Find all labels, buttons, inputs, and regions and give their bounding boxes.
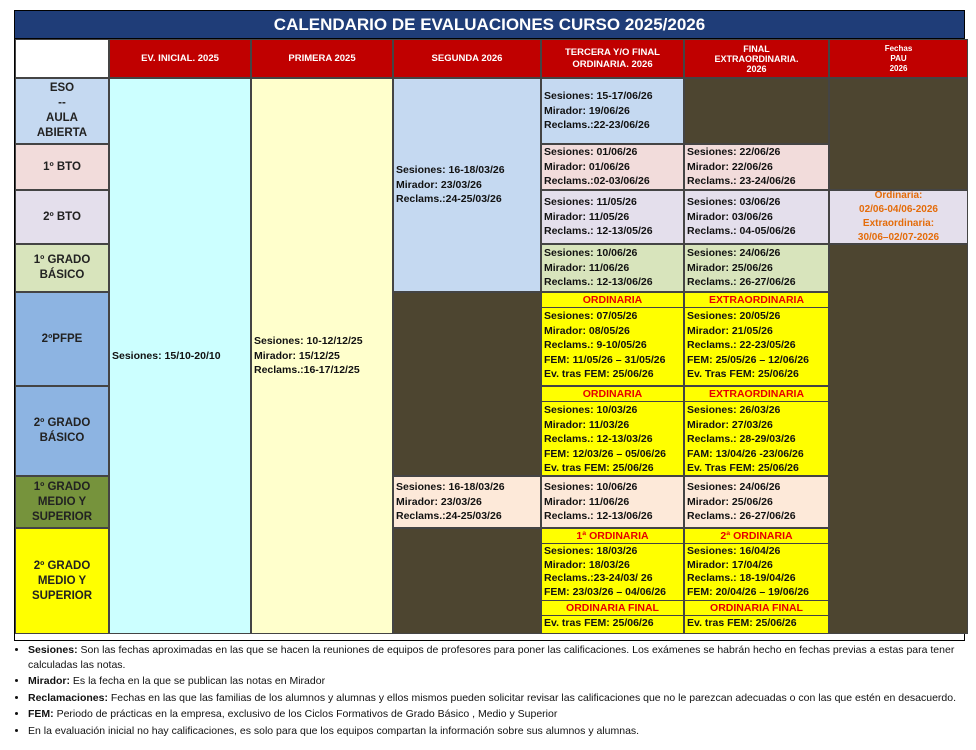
f-2gms-mirador: Mirador: 17/04/26 (687, 558, 773, 571)
header-pau-line1: Fechas (884, 43, 913, 53)
header-primera: PRIMERA 2025 (251, 39, 393, 78)
cell-final-2gb (684, 386, 829, 476)
t-1bto-sesiones: Sesiones: 01/06/26 (544, 146, 638, 159)
note-term: FEM: (28, 708, 54, 720)
row-2gms-line2: MEDIO Y (37, 574, 87, 587)
cell-segunda-b (393, 476, 541, 528)
note-term: Mirador: (28, 675, 70, 687)
t-pfpe-reclams: Reclams.: 9-10/05/26 (544, 339, 647, 351)
t-2bto-reclams: Reclams.: 12-13/05/26 (544, 225, 653, 238)
header-ev-inicial: EV. INICIAL. 2025 (109, 39, 251, 78)
row-2gms-line1: 2º GRADO (33, 559, 91, 572)
row-header-eso (15, 78, 109, 144)
cell-tercera-1gb (541, 244, 684, 292)
primera-mirador: Mirador: 15/12/25 (254, 349, 340, 362)
f-2gb-ev-tras-fem: Ev. Tras FEM: 25/06/26 (687, 462, 799, 474)
t-2gms-reclams: Reclams.:23-24/03/ 26 (544, 572, 653, 584)
header-final-line1: FINAL (743, 43, 770, 54)
f-pfpe-extraordinaria-label: EXTRAORDINARIA (685, 293, 828, 308)
cell-final-1bto (684, 144, 829, 190)
cell-tercera-2gb (541, 386, 684, 476)
header-final (684, 39, 829, 78)
note-text: Periodo de prácticas en la empresa, exclusivo de los Ciclos Formativos de Grado Básico , Medio y Superior (53, 708, 558, 720)
t-1bto-mirador: Mirador: 01/06/26 (544, 160, 630, 173)
header-final-line2: EXTRAORDINARIA. (714, 53, 799, 64)
t-2gb-ev-tras-fem: Ev. tras FEM: 25/06/26 (544, 462, 654, 474)
cell-final-2bto (684, 190, 829, 244)
t-1gb-sesiones: Sesiones: 10/06/26 (544, 247, 638, 260)
t-2gms-fem: FEM: 23/03/26 – 04/06/26 (544, 585, 666, 598)
cell-tercera-1gms (541, 476, 684, 528)
segunda-a-reclams: Reclams.:24-25/03/26 (396, 193, 502, 206)
f-2gb-reclams: Reclams.: 28-29/03/26 (687, 433, 796, 445)
t-1gms-sesiones: Sesiones: 10/06/26 (544, 481, 638, 494)
t-2gms-sesiones: Sesiones: 18/03/26 (544, 545, 638, 557)
header-final-line3: 2026 (746, 63, 767, 74)
cell-segunda-a (393, 78, 541, 292)
cell-inicial (109, 78, 251, 634)
header-tercera-line1: TERCERA Y/O FINAL (564, 46, 660, 58)
cell-tercera-pfpe (541, 292, 684, 386)
evaluation-table (14, 38, 965, 641)
row-2gb-line1: 2º GRADO (33, 417, 91, 429)
f-1bto-sesiones: Sesiones: 22/06/26 (687, 146, 781, 159)
t-2gb-fem: FEM: 12/03/26 – 05/06/26 (544, 447, 666, 460)
f-1gb-sesiones: Sesiones: 24/06/26 (687, 247, 781, 260)
f-pfpe-mirador: Mirador: 21/05/26 (687, 324, 773, 337)
cell-pau-2bto (829, 190, 968, 244)
cell-primera (251, 78, 393, 634)
t-2gb-reclams: Reclams.: 12-13/03/26 (544, 433, 653, 445)
t-2gms-mirador: Mirador: 18/03/26 (544, 558, 630, 571)
page-title: CALENDARIO DE EVALUACIONES CURSO 2025/2026 (14, 10, 965, 39)
inicial-sesiones: Sesiones: 15/10-20/10 (112, 349, 221, 362)
header-pau-line3: 2026 (889, 63, 908, 73)
primera-sesiones: Sesiones: 10-12/12/25 (254, 335, 363, 348)
row-header-2gms (15, 528, 109, 634)
t-2gms-ordinaria-final-label: ORDINARIA FINAL (542, 600, 683, 616)
t-eso-mirador: Mirador: 19/06/26 (544, 104, 630, 117)
t-1bto-reclams: Reclams.:02-03/06/26 (544, 175, 650, 188)
note-text: Son las fechas aproximadas en las que se hacen la reuniones de equipos de profesores para poner las calificaciones. Los exámenes se habrán hecho en fechas previas a estas para tener calculadas las notas. (28, 644, 955, 671)
t-2gb-ordinaria-label: ORDINARIA (542, 387, 683, 402)
note-item (28, 643, 964, 672)
note-item (28, 724, 964, 739)
f-pfpe-reclams: Reclams.: 22-23/05/26 (687, 339, 796, 351)
f-2gms-reclams: Reclams.: 18-19/04/26 (687, 572, 796, 584)
t-pfpe-mirador: Mirador: 08/05/26 (544, 324, 630, 337)
t-2gms-1-ordinaria-label: 1ª ORDINARIA (542, 529, 683, 544)
f-pfpe-ev-tras-fem: Ev. Tras FEM: 25/06/26 (687, 368, 799, 380)
primera-reclams: Reclams.:16-17/12/25 (254, 364, 360, 377)
pau-extraordinaria-label: Extraordinaria: (862, 218, 935, 229)
f-2gms-2-ordinaria-label: 2ª ORDINARIA (685, 529, 828, 544)
f-2gms-sesiones: Sesiones: 16/04/26 (687, 545, 781, 557)
f-pfpe-fem: FEM: 25/05/26 – 12/06/26 (687, 353, 809, 366)
t-2bto-sesiones: Sesiones: 11/05/26 (544, 196, 637, 209)
f-1gms-mirador: Mirador: 25/06/26 (687, 495, 773, 508)
segunda-b-sesiones: Sesiones: 16-18/03/26 (396, 481, 505, 494)
note-item (28, 707, 964, 722)
f-1gb-reclams: Reclams.: 26-27/06/26 (687, 276, 796, 289)
t-eso-sesiones: Sesiones: 15-17/06/26 (544, 90, 653, 103)
f-2gms-fem: FEM: 20/04/26 – 19/06/26 (687, 585, 809, 598)
notes (14, 643, 964, 740)
t-pfpe-sesiones: Sesiones: 07/05/26 (544, 310, 638, 322)
t-eso-reclams: Reclams.:22-23/06/26 (544, 119, 650, 132)
note-term: Sesiones: (28, 644, 78, 656)
f-2gb-sesiones: Sesiones: 26/03/26 (687, 404, 781, 416)
segunda-a-mirador: Mirador: 23/03/26 (396, 178, 482, 191)
t-pfpe-fem: FEM: 11/05/26 – 31/05/26 (544, 353, 666, 366)
pau-ordinaria-label: Ordinaria: (874, 190, 923, 201)
f-1gms-sesiones: Sesiones: 24/06/26 (687, 481, 781, 494)
cell-final-pfpe (684, 292, 829, 386)
cell-segunda-empty-2 (393, 528, 541, 634)
row-eso-line2: -- (58, 97, 66, 109)
row-1gms-line1: 1º GRADO (33, 480, 91, 493)
pau-extraordinaria-dates: 30/06–02/07-2026 (857, 232, 940, 243)
f-1bto-mirador: Mirador: 22/06/26 (687, 160, 773, 173)
cell-pau-empty-2 (829, 244, 968, 634)
pau-ordinaria-dates: 02/06-04/06-2026 (859, 204, 938, 215)
cell-tercera-2gms (541, 528, 684, 634)
t-2bto-mirador: Mirador: 11/05/26 (544, 210, 630, 223)
f-2bto-mirador: Mirador: 03/06/26 (687, 210, 773, 223)
f-1gms-reclams: Reclams.: 26-27/06/26 (687, 510, 796, 523)
row-header-2bto: 2º BTO (15, 190, 109, 244)
segunda-a-sesiones: Sesiones: 16-18/03/26 (396, 164, 505, 177)
header-corner (15, 39, 109, 78)
cell-tercera-2bto (541, 190, 684, 244)
note-term: Reclamaciones: (28, 691, 108, 704)
row-header-2gb (15, 386, 109, 476)
note-item (28, 674, 964, 689)
note-text: Fechas en las que las familias de los alumnos y alumnas y ellos mismos pueden solicitar revisar las calificaciones que no le parezcan adecuadas o con las que estén en desacuerdo. (107, 691, 957, 704)
f-2gb-fam: FAM: 13/04/26 -23/06/26 (687, 447, 804, 460)
row-1gb-line2: BÁSICO (39, 269, 85, 281)
cell-pau-empty-1 (829, 78, 968, 190)
note-text: En la evaluación inicial no hay calificaciones, es solo para que los equipos compartan la información sobre sus alumnos y alumnas. (28, 724, 640, 737)
f-2bto-sesiones: Sesiones: 03/06/26 (687, 196, 781, 209)
t-pfpe-ev-tras-fem: Ev. tras FEM: 25/06/26 (544, 368, 654, 380)
header-pau (829, 39, 968, 78)
cell-final-1gb (684, 244, 829, 292)
row-1gms-line3: SUPERIOR (31, 510, 93, 523)
row-header-1gb (15, 244, 109, 292)
header-tercera-line2: ORDINARIA. 2026 (572, 58, 653, 70)
note-item (28, 691, 964, 706)
t-1gms-reclams: Reclams.: 12-13/06/26 (544, 510, 653, 523)
header-segunda: SEGUNDA 2026 (393, 39, 541, 78)
note-text: Es la fecha en la que se publican las notas en Mirador (70, 675, 326, 687)
row-2gb-line2: BÁSICO (39, 432, 85, 444)
cell-segunda-empty-1 (393, 292, 541, 476)
row-1gms-line2: MEDIO Y (37, 495, 87, 508)
f-2gms-ordinaria-final-label: ORDINARIA FINAL (685, 600, 828, 616)
segunda-b-mirador: Mirador: 23/03/26 (396, 495, 482, 508)
t-2gms-ev-tras-fem: Ev. tras FEM: 25/06/26 (544, 617, 654, 629)
t-pfpe-ordinaria-label: ORDINARIA (542, 293, 683, 308)
f-2gb-mirador: Mirador: 27/03/26 (687, 418, 773, 431)
f-1gb-mirador: Mirador: 25/06/26 (687, 261, 773, 274)
header-pau-line2: PAU (890, 53, 907, 63)
t-2gb-mirador: Mirador: 11/03/26 (544, 418, 630, 431)
f-2gb-extraordinaria-label: EXTRAORDINARIA (685, 387, 828, 402)
row-header-pfpe: 2ºPFPE (15, 292, 109, 386)
row-eso-line3: AULA (46, 112, 78, 124)
cell-tercera-eso (541, 78, 684, 144)
t-1gb-reclams: Reclams.: 12-13/06/26 (544, 276, 653, 289)
row-1gb-line1: 1º GRADO (33, 254, 91, 266)
t-2gb-sesiones: Sesiones: 10/03/26 (544, 404, 638, 416)
f-2gms-ev-tras-fem: Ev. tras FEM: 25/06/26 (687, 617, 797, 629)
segunda-b-reclams: Reclams.:24-25/03/26 (396, 510, 502, 523)
row-eso-line1: ESO (49, 82, 75, 94)
f-pfpe-sesiones: Sesiones: 20/05/26 (687, 310, 781, 322)
row-2gms-line3: SUPERIOR (31, 589, 93, 602)
row-header-1bto: 1º BTO (15, 144, 109, 190)
cell-final-1gms (684, 476, 829, 528)
f-1bto-reclams: Reclams.: 23-24/06/26 (687, 175, 796, 188)
header-tercera (541, 39, 684, 78)
t-1gb-mirador: Mirador: 11/06/26 (544, 261, 630, 274)
f-2bto-reclams: Reclams.: 04-05/06/26 (687, 225, 796, 238)
cell-tercera-1bto (541, 144, 684, 190)
row-header-1gms (15, 476, 109, 528)
t-1gms-mirador: Mirador: 11/06/26 (544, 495, 630, 508)
cell-final-2gms (684, 528, 829, 634)
cell-final-eso-empty (684, 78, 829, 144)
row-eso-line4: ABIERTA (36, 127, 88, 139)
